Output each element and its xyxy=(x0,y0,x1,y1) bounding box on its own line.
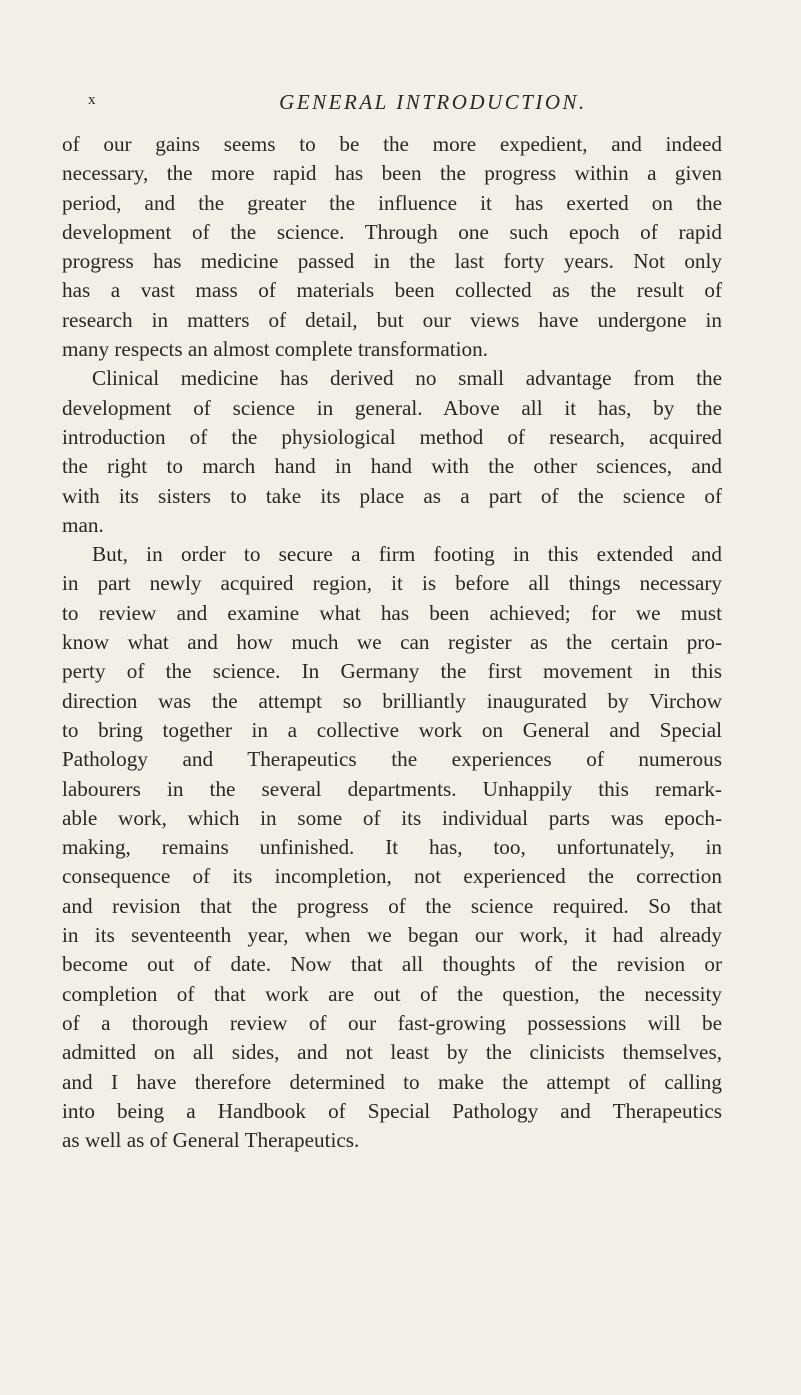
text-line: making, remains unfinished. It has, too, unfortunately, in xyxy=(62,835,722,860)
text-line: as well as of General Therapeutics. xyxy=(62,1128,360,1153)
text-line: direction was the attempt so brilliantly inaugurated by Virchow xyxy=(62,688,722,713)
page-number: x xyxy=(88,92,97,108)
text-line: become out of date. Now that all thoughts of the revision or xyxy=(62,952,722,977)
text-line: to review and examine what has been achieved; for we must xyxy=(62,600,722,625)
text-line: completion of that work are out of the question, the necessity xyxy=(62,981,722,1006)
text-line: into being a Handbook of Special Pathology and Therapeutics xyxy=(62,1098,722,1123)
running-head xyxy=(88,90,718,116)
text-line: in part newly acquired region, it is before all things necessary xyxy=(62,571,722,596)
text-line: of our gains seems to be the more expedient, and indeed xyxy=(62,132,722,156)
text-line: perty of the science. In Germany the first movement in this xyxy=(62,659,722,684)
text-line: and I have therefore determined to make the attempt of calling xyxy=(62,1069,722,1094)
text-line: But, in order to secure a firm footing in this extended and xyxy=(92,542,722,567)
text-line: introduction of the physiological method of research, acquired xyxy=(62,424,722,449)
text-line: of a thorough review of our fast-growing possessions will be xyxy=(62,1010,722,1035)
text-line: able work, which in some of its individual parts was epoch- xyxy=(62,805,722,830)
text-line: to bring together in a collective work on General and Special xyxy=(62,717,722,742)
text-line: Pathology and Therapeutics the experiences of numerous xyxy=(62,747,722,772)
text-line: research in matters of detail, but our views have undergone in xyxy=(62,307,722,332)
text-line: the right to march hand in hand with the other sciences, and xyxy=(62,454,722,479)
running-title: GENERAL INTRODUCTION. xyxy=(279,90,587,114)
text-line: and revision that the progress of the science required. So that xyxy=(62,893,722,918)
text-line: development of the science. Through one such epoch of rapid xyxy=(62,219,722,244)
text-line: many respects an almost complete transformation. xyxy=(62,337,488,362)
text-line: in its seventeenth year, when we began our work, it had already xyxy=(62,923,722,948)
text-line: progress has medicine passed in the last forty years. Not only xyxy=(62,249,722,274)
text-line: period, and the greater the influence it has exerted on the xyxy=(62,190,722,215)
text-line: has a vast mass of materials been collected as the result of xyxy=(62,278,722,303)
text-line: know what and how much we can register as the certain pro- xyxy=(62,630,722,655)
text-line: necessary, the more rapid has been the progress within a given xyxy=(62,161,722,186)
text-line: man. xyxy=(62,512,104,537)
text-line: consequence of its incompletion, not experienced the correction xyxy=(62,864,722,889)
text-line: labourers in the several departments. Unhappily this remark- xyxy=(62,776,722,801)
text-line: with its sisters to take its place as a part of the science of xyxy=(62,483,722,508)
text-line: admitted on all sides, and not least by the clinicists themselves, xyxy=(62,1040,722,1065)
text-line: development of science in general. Above all it has, by the xyxy=(62,395,722,420)
text-line: Clinical medicine has derived no small advantage from the xyxy=(92,366,722,391)
body-text xyxy=(62,130,722,1155)
